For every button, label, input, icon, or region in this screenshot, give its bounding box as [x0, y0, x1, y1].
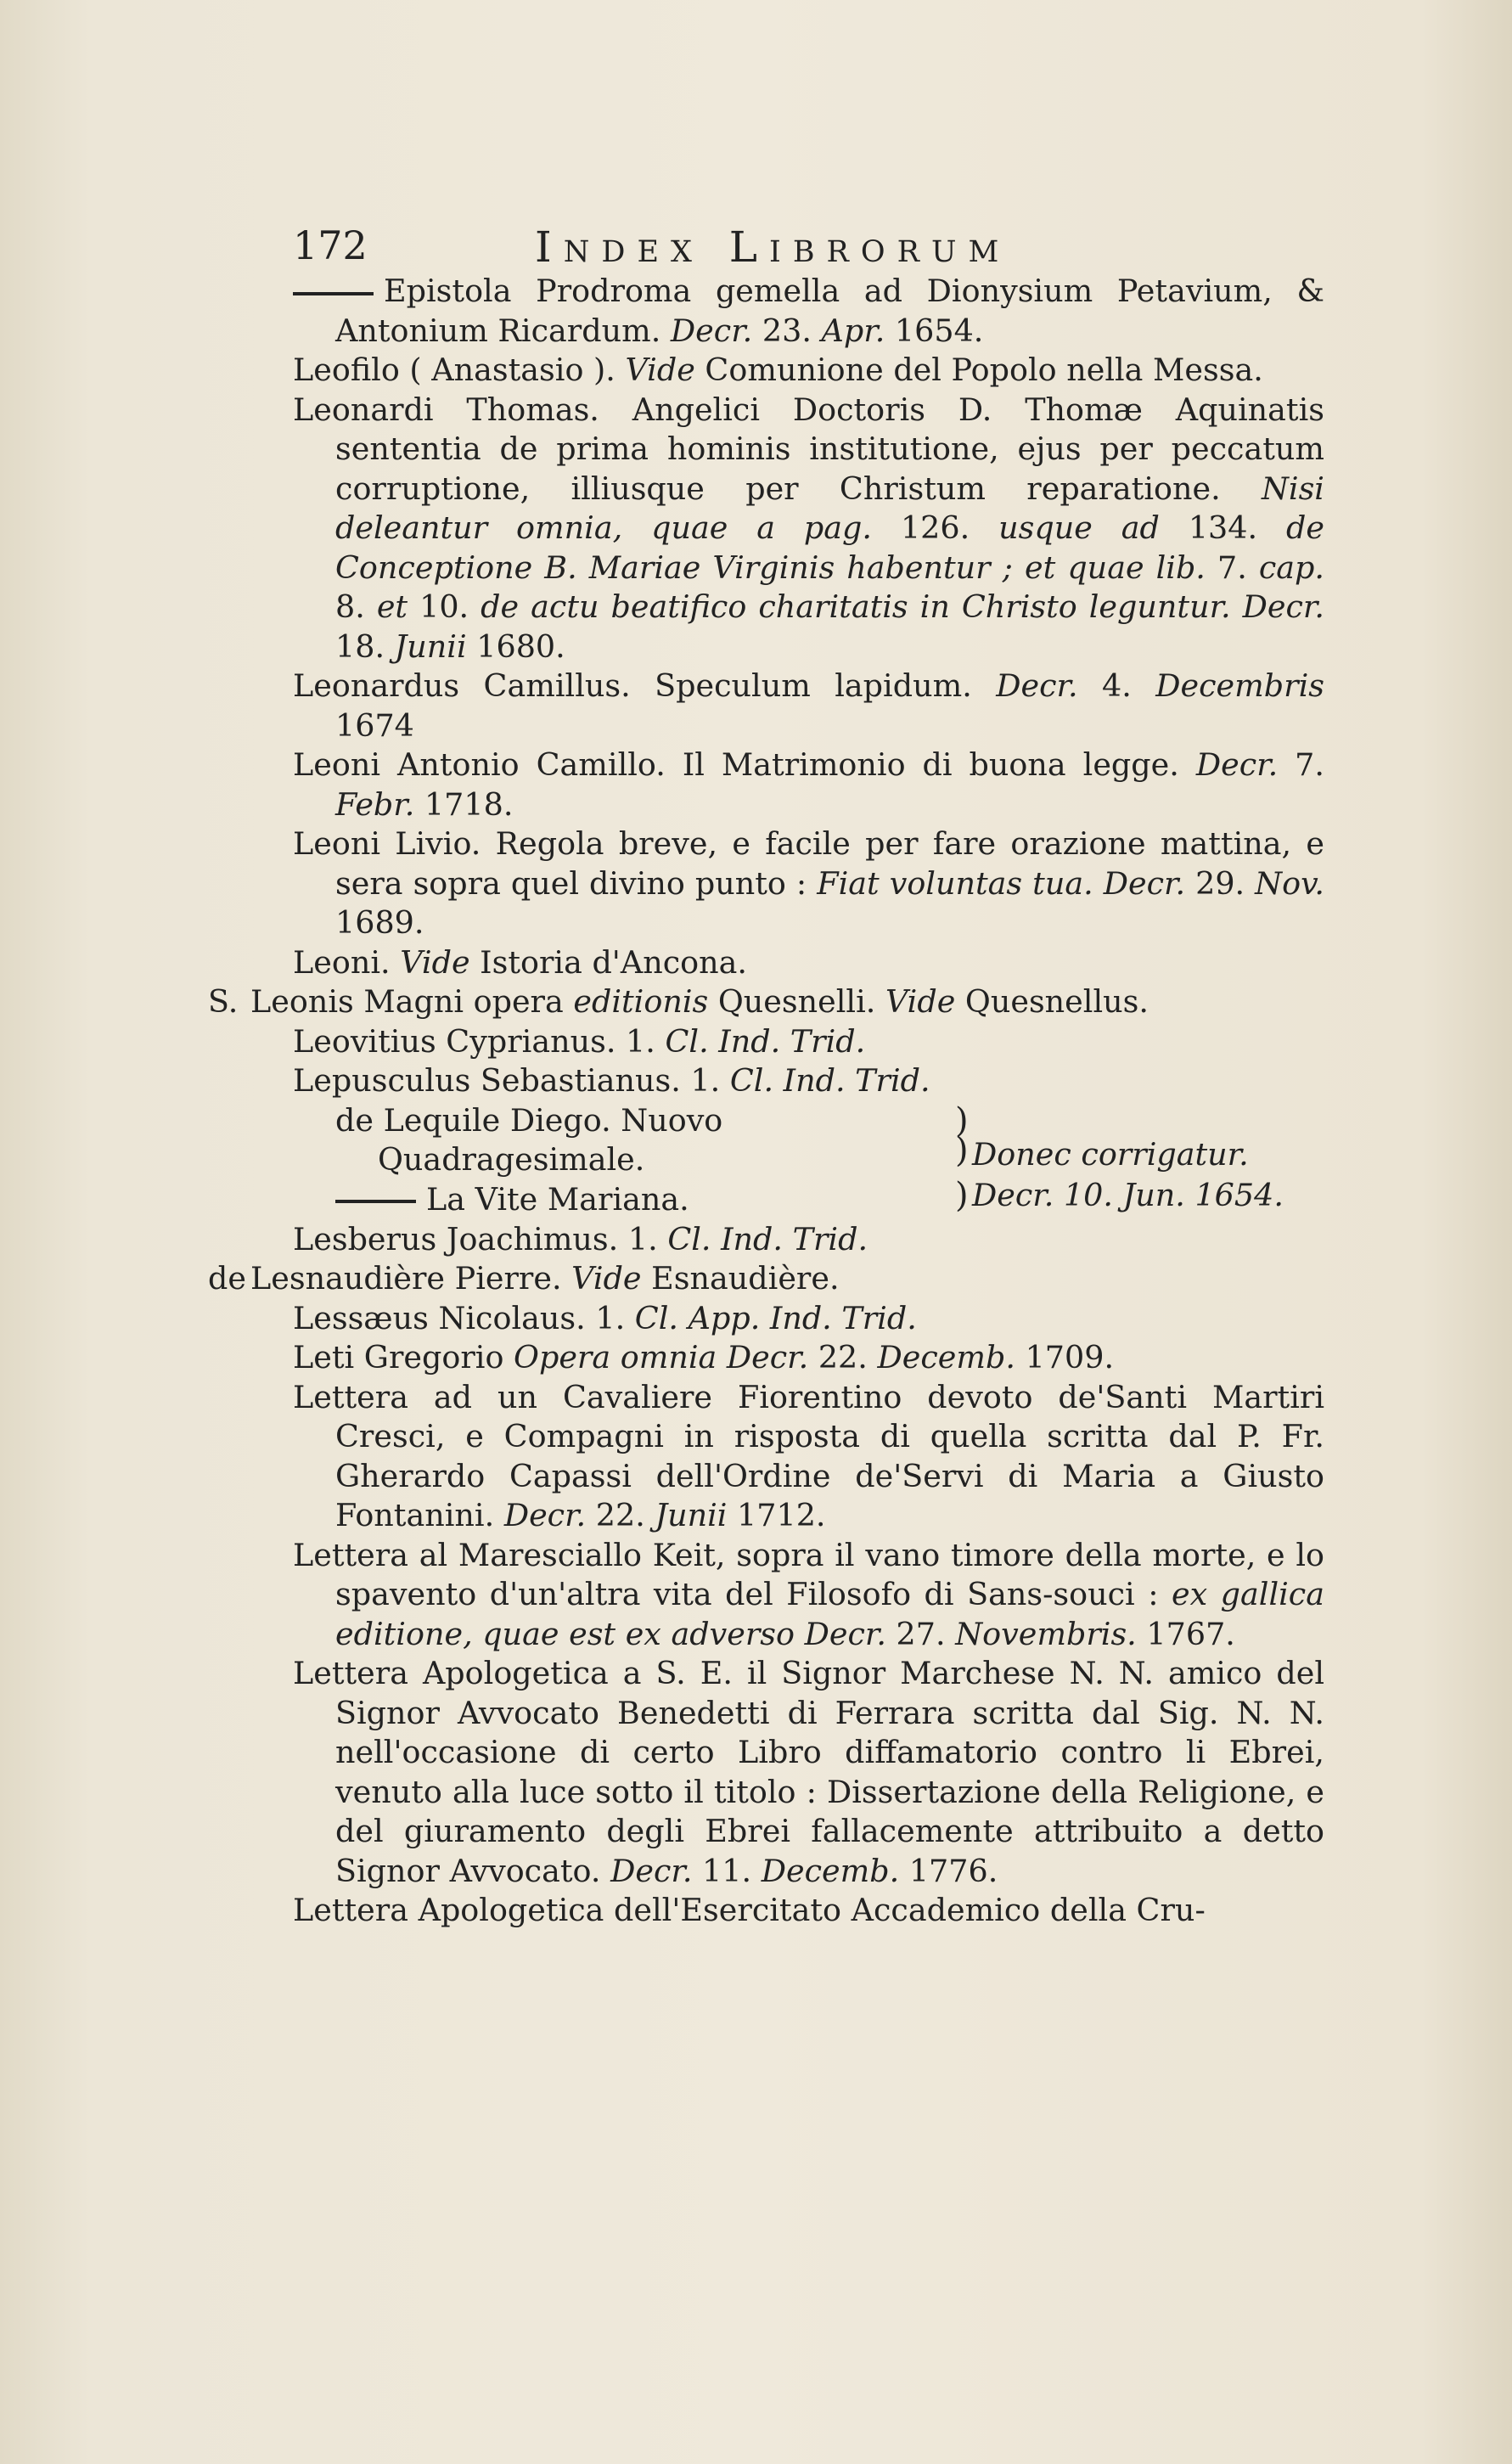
index-entry: de Lesnaudière Pierre. Vide Esnaudière. — [208, 1260, 840, 1297]
index-entry: Leoni. Vide Istoria d'Ancona. — [293, 943, 747, 981]
index-entry: Leti Gregorio Opera omnia Decr. 22. Decemb. 1709. — [293, 1339, 1115, 1375]
index-entry: S. Leonis Magni opera editionis Quesnelli. Vide Quesnellus. — [208, 983, 1149, 1020]
brace-symbol: ) — [955, 1100, 969, 1140]
page-number: 172 — [293, 222, 368, 268]
index-body — [208, 272, 1325, 1931]
index-entry: Epistola Prodroma gemella ad Dionysium Petavium, & Antonium Ricardum. Decr. 23. Apr. 1654. — [293, 272, 1324, 351]
index-entry: Lettera Apologetica dell'Esercitato Accademico della Cru- — [293, 1892, 1206, 1928]
bracket-entry — [293, 1101, 1324, 1220]
index-entry: Lepusculus Sebastianus. 1. Cl. Ind. Trid. — [293, 1062, 930, 1099]
index-entry: Leofilo ( Anastasio ). Vide Comunione del Popolo nella Messa. — [293, 352, 1263, 388]
index-entry: Leovitius Cyprianus. 1. Cl. Ind. Trid. — [293, 1022, 866, 1060]
page-header — [293, 222, 1329, 273]
entry-list-2 — [208, 1220, 1324, 1931]
index-entry: Leonardus Camillus. Speculum lapidum. Decr. 4. Decembris 1674 — [293, 667, 1324, 744]
entry-list — [208, 272, 1325, 1101]
index-entry: Lettera Apologetica a S. E. il Signor Marchese N. N. amico del Signor Avvocato Benedetti di Ferrara scritta dal Sig. N. N. nell'occasione di certo Libro diffamatorio contro li Ebrei, venuto alla luce sotto il titolo : Dissertazione della Religione, e del giuramento degli Ebrei fallacemente attribuito a detto Signor Avvocato. Decr. 11. Decemb. 1776. — [293, 1655, 1324, 1889]
index-entry: Leonardi Thomas. Angelici Doctoris D. Thomæ Aquinatis sententia de prima hominis institutione, ejus per peccatum corruptione, illiusque per Christum reparatione. Nisi deleantur omnia, quae a pag. 126. usque ad 134. de Conceptione B. Mariae Virginis habentur ; et quae lib. 7. cap. 8. et 10. de actu beatifico charitatis in Christo leguntur. Decr. 18. Junii 1680. — [293, 391, 1325, 665]
brace-symbol-3: ) — [955, 1175, 969, 1215]
bracket-note-1: Donec corrigatur. — [972, 1135, 1249, 1173]
brace-symbol-2: ) — [955, 1130, 969, 1170]
index-entry: Lesberus Joachimus. 1. Cl. Ind. Trid. — [293, 1220, 868, 1257]
index-entry: Lettera ad un Cavaliere Fiorentino devoto de'Santi Martiri Cresci, e Compagni in risposta di quella scritta dal P. Fr. Gherardo Capassi dell'Ordine de'Servi di Maria a Giusto Fontanini. Decr. 22. Junii 1712. — [293, 1378, 1324, 1533]
index-entry: Lettera al Maresciallo Keit, sopra il vano timore della morte, e lo spavento d'un'altra vita del Filosofo di Sans-souci : ex gallica editione, quae est ex adverso Decr. 27. Novembris. 1767. — [293, 1536, 1324, 1652]
bracket-note-2: Decr. 10. Jun. 1654. — [972, 1176, 1284, 1213]
bracket-line-2-text: La Vite Mariana. — [426, 1180, 689, 1218]
bracket-line-2 — [335, 1180, 947, 1220]
running-title: Index Librorum — [535, 222, 1011, 272]
index-entry: Leoni Antonio Camillo. Il Matrimonio di buona legge. Decr. 7. Febr. 1718. — [293, 746, 1324, 823]
index-entry: Lessæus Nicolaus. 1. Cl. App. Ind. Trid. — [293, 1299, 917, 1336]
index-entry: Leoni Livio. Regola breve, e facile per fare orazione mattina, e sera sopra quel divino punto : Fiat voluntas tua. Decr. 29. Nov. 1689. — [293, 825, 1324, 941]
bracket-line-1: de Lequile Diego. Nuovo Quadragesimale. — [335, 1101, 723, 1178]
